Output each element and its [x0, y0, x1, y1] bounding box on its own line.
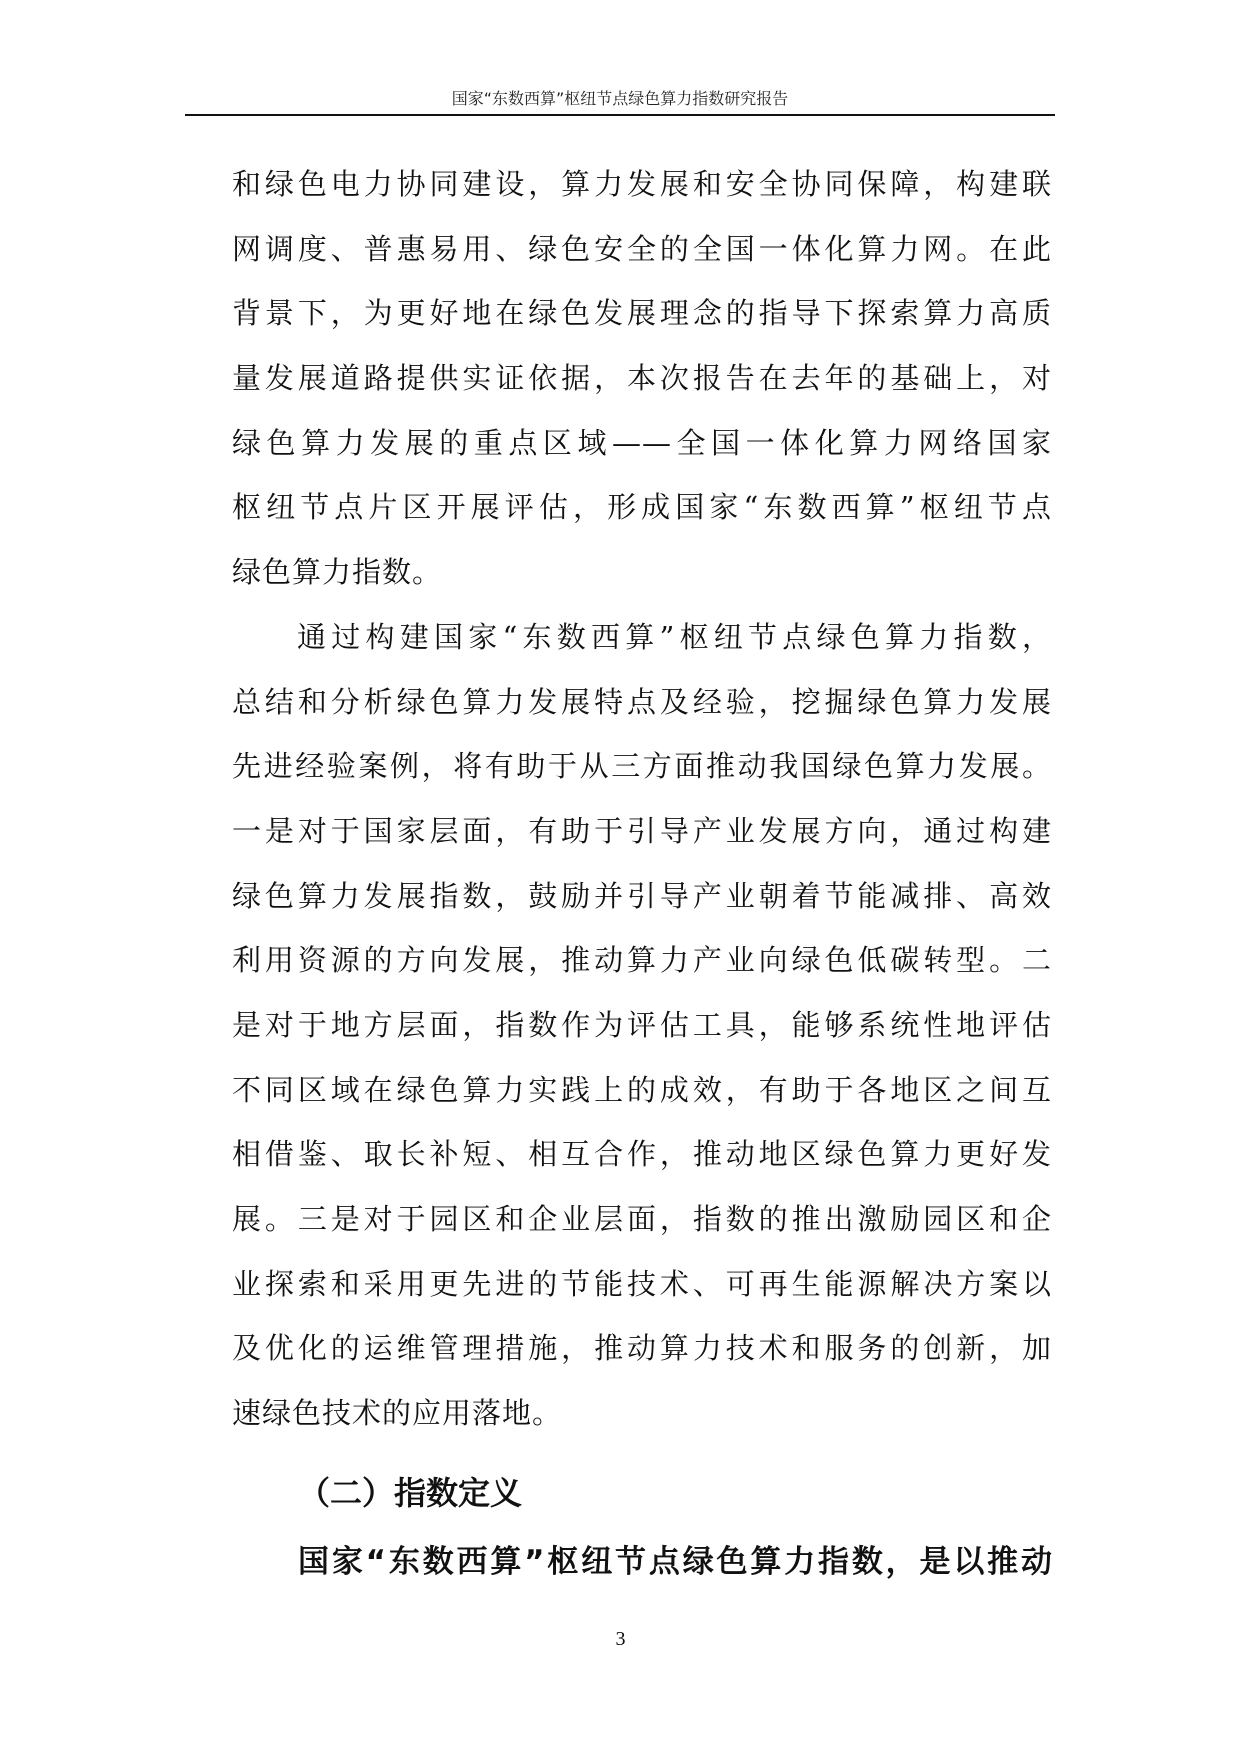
- paragraph-line: 业探索和采用更先进的节能技术、可再生能源解决方案以: [232, 1266, 1052, 1301]
- paragraph-line: 是对于地方层面，指数作为评估工具，能够系统性地评估: [232, 1007, 1052, 1042]
- paragraph-line: 绿色算力指数。: [232, 555, 443, 590]
- paragraph-line: 绿色算力发展的重点区域——全国一体化算力网络国家: [232, 425, 1052, 460]
- paragraph-line: 绿色算力发展指数，鼓励并引导产业朝着节能减排、高效: [232, 878, 1052, 913]
- header-divider: [185, 114, 1055, 116]
- paragraph-line: 展。三是对于园区和企业层面，指数的推出激励园区和企: [232, 1202, 1052, 1236]
- section-heading: （二）指数定义: [298, 1474, 523, 1512]
- paragraph-line: 一是对于国家层面，有助于引导产业发展方向，通过构建: [232, 813, 1052, 848]
- paragraph-line: 网调度、普惠易用、绿色安全的全国一体化算力网。在此: [232, 231, 1052, 266]
- paragraph-line: 总结和分析绿色算力发展特点及经验，挖掘绿色算力发展: [232, 684, 1052, 719]
- definition-line: 国家“东数西算”枢纽节点绿色算力指数，是以推动: [298, 1544, 1052, 1580]
- paragraph-line: 不同区域在绿色算力实践上的成效，有助于各地区之间互: [232, 1072, 1052, 1107]
- paragraph-line: 利用资源的方向发展，推动算力产业向绿色低碳转型。二: [232, 943, 1052, 978]
- paragraph-line: 枢纽节点片区开展评估，形成国家“东数西算”枢纽节点: [232, 490, 1052, 525]
- body-text: [232, 152, 1052, 1446]
- paragraph-line: 通过构建国家“东数西算”枢纽节点绿色算力指数，: [297, 619, 1052, 654]
- paragraph-line: 先进经验案例，将有助于从三方面推动我国绿色算力发展。: [232, 749, 1052, 784]
- paragraph-line: 相借鉴、取长补短、相互合作，推动地区绿色算力更好发: [232, 1137, 1052, 1172]
- paragraph-line: 背景下，为更好地在绿色发展理念的指导下探索算力高质: [232, 296, 1052, 331]
- paragraph-line: 及优化的运维管理措施，推动算力技术和服务的创新，加: [232, 1331, 1052, 1366]
- running-header: 国家“东数西算”枢纽节点绿色算力指数研究报告: [451, 89, 789, 108]
- paragraph-line: 量发展道路提供实证依据，本次报告在去年的基础上，对: [232, 361, 1052, 396]
- page-number: 3: [615, 1628, 626, 1650]
- paragraph-line: 和绿色电力协同建设，算力发展和安全协同保障，构建联: [232, 167, 1052, 201]
- paragraph-line: 速绿色技术的应用落地。: [232, 1396, 563, 1431]
